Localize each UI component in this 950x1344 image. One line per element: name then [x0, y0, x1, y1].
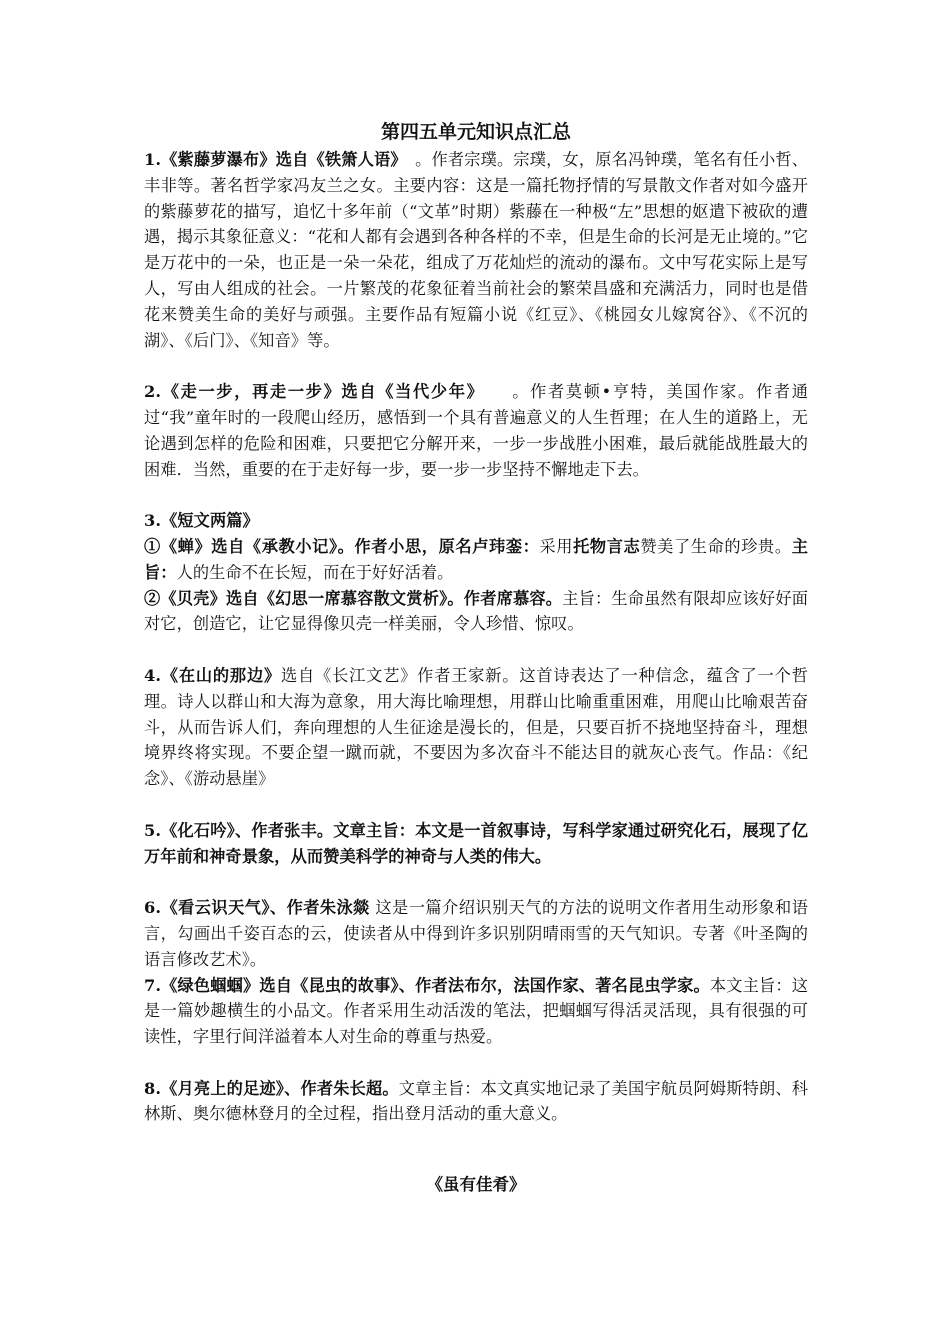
section-7-body: 本文主旨：这是一篇妙趣横生的小品文。作者采用生动活泼的笔法，把蝈蝈写得活灵活现，具有很强的可读性，字里行间洋溢着本人对生命的尊重与热爱。 — [144, 975, 808, 1047]
section-4-body: 选自《长江文艺》作者王家新。这首诗表达了一种信念，蕴含了一个哲理。诗人以群山和大海为意象，用大海比喻理想，用群山比喻重重困难，用爬山比喻艰苦奋斗，从而告诉人们，奔向理想的人生征途是漫长的，但是，只要百折不挠地坚持奋斗，理想境界终将实现。不要企望一蹴而就，不要因为多次奋斗不能达目的就灰心丧气。作品：《纪念》、《游动悬崖》 — [144, 665, 808, 789]
next-section-title: 《虽有佳肴》 — [426, 1175, 526, 1195]
section-6-body: 这是一篇介绍识别天气的方法的说明文作者用生动形象和语言，勾画出千姿百态的云，使读者从中得到许多识别阴晴雨雪的天气知识。专著《叶圣陶的语言修改艺术》。 — [144, 898, 808, 969]
section-8 — [144, 1076, 808, 1128]
section-2-body: 。作者莫顿•亨特，美国作家。作者通过“我”童年时的一段爬山经历，感悟到一个具有普遍意义的人生哲理；在人生的道路上，无论遇到怎样的危险和困难，只要把它分解开来，一步一步战胜小困难，最后就能战胜最大的困难．当然，重要的在于走好每一步，要一步一步坚持不懈地走下去。 — [144, 382, 808, 479]
section-4 — [144, 663, 808, 792]
document-page — [144, 118, 808, 1215]
section-1 — [144, 147, 808, 353]
section-3-item-a: ①《蝉》选自《承教小记》。作者小思，原名卢玮銮：采用托物言志赞美了生命的珍贵。主旨：人的生命不在长短，而在于好好活着。 — [144, 536, 808, 582]
section-3-heading: 3.《短文两篇》 — [144, 511, 259, 531]
section-7 — [144, 973, 808, 1050]
page-title: 第四五单元知识点汇总 — [380, 121, 571, 143]
section-2-heading: 2.《走一步，再走一步》选自《当代少年》 — [144, 382, 477, 402]
section-3-item-b: ②《贝壳》选自《幻思一席慕容散文赏析》。作者席慕容。主旨：生命虽然有限却应该好好面对它，创造它，让它显得像贝壳一样美丽，令人珍惜、惊叹。 — [144, 588, 809, 634]
section-2 — [144, 379, 808, 482]
section-8-heading: 8.《月亮上的足迹》、作者朱长超。 — [144, 1078, 399, 1098]
section-1-heading: 1.《紫藤萝瀑布》选自《铁箫人语》 — [144, 150, 399, 169]
section-6 — [144, 895, 808, 972]
section-5: 5.《化石吟》、作者张丰。文章主旨：本文是一首叙事诗，写科学家通过研究化石，展现了亿万年前和神奇景象，从而赞美科学的神奇与人类的伟大。 — [144, 820, 808, 866]
section-1-body: 。作者宗璞。宗璞，女，原名冯钟璞，笔名有任小哲、丰非等。著名哲学家冯友兰之女。主要内容：这是一篇托物抒情的写景散文作者对如今盛开的紫藤萝花的描写，追忆十多年前（“文革”时期）紫藤在一种极“左”思想的妪遣下被砍的遭遇，揭示其象征意义：“花和人都有会遇到各种各样的不幸，但是生命的长河是无止境的。”它是万花中的一朵，也正是一朵一朵花，组成了万花灿烂的流动的瀑布。文中写花实际上是写人，写由人组成的社会。一片繁茂的花象征着当前社会的繁荣昌盛和充满活力，同时也是借花来赞美生命的美好与顽强。主要作品有短篇小说《红豆》、《桃园女儿嫁窝谷》、《不沉的湖》、《后门》、《知音》等。 — [144, 150, 809, 350]
section-7-heading: 7.《绿色蝈蝈》选自《昆虫的故事》、作者法布尔，法国作家、著名昆虫学家。 — [144, 975, 710, 995]
section-8-body: 文章主旨：本文真实地记录了美国宇航员阿姆斯特朗、科林斯、奥尔德林登月的全过程，指出登月活动的重大意义。 — [144, 1078, 809, 1124]
section-4-heading: 4.《在山的那边》 — [144, 665, 281, 685]
section-6-heading: 6.《看云识天气》、作者朱泳燚 — [144, 898, 370, 918]
